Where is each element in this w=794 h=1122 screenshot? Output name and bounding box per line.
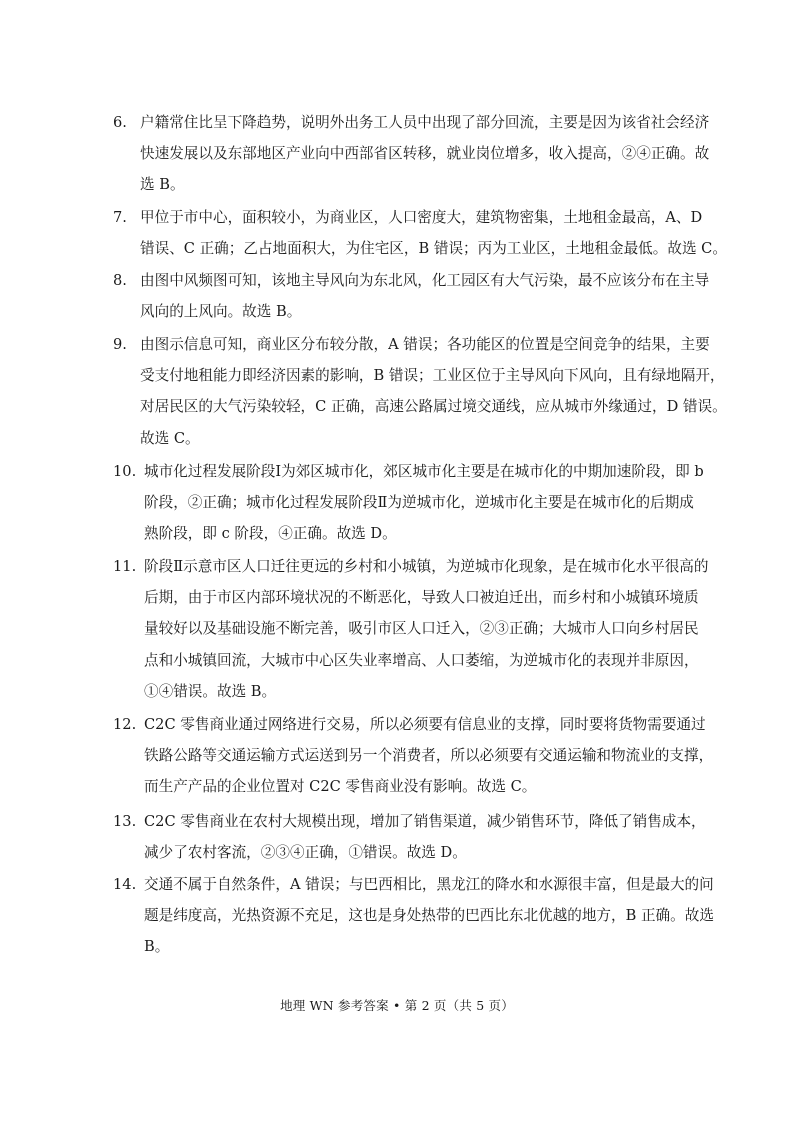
answer-number: 12. <box>113 716 137 733</box>
answer-7 <box>113 202 727 264</box>
answer-line: 而生产产品的企业位置对 C2C 零售商业没有影响。故选 C。 <box>144 778 537 796</box>
answer-12 <box>113 709 714 803</box>
answer-line: 错误、C 正确；乙占地面积大，为住宅区，B 错误；丙为工业区，土地租金最低。故选 C。 <box>140 240 727 258</box>
answer-line: ①④错误。故选 B。 <box>144 682 277 700</box>
answer-line: 后期，由于市区内部环境状况的不断恶化，导致人口被迫迁出，而乡村和小城镇环境质 <box>144 589 699 607</box>
answer-number: 14. <box>113 876 137 893</box>
answer-line: 题是纬度高，光热资源不充足，这也是身处热带的巴西比东北优越的地方，B 正确。故选 <box>144 907 714 925</box>
answer-line: 甲位于市中心，面积较小，为商业区，人口密度大，建筑物密集，土地租金最高，A、D <box>140 209 703 226</box>
answer-13 <box>113 806 706 868</box>
page-footer: 地理 WN 参考答案 • 第 2 页（共 5 页） <box>280 998 514 1013</box>
answer-line: 风向的上风向。故选 B。 <box>140 303 302 321</box>
answer-number: 7. <box>113 209 127 226</box>
answer-line: 量较好以及基础设施不断完善，吸引市区人口迁入，②③正确；大城市人口向乡村居民 <box>144 620 699 638</box>
answer-line: 点和小城镇回流，大城市中心区失业率增高、人口萎缩，为逆城市化的表现并非原因， <box>144 651 699 669</box>
answer-line: 由图中风频图可知，该地主导风向为东北风，化工园区有大气污染，最不应该分布在主导 <box>140 272 710 289</box>
answer-line: 故选 C。 <box>140 429 200 447</box>
answer-line: 熟阶段，即 c 阶段，④正确。故选 D。 <box>144 525 397 543</box>
answer-number: 8. <box>113 272 127 289</box>
answer-number: 10. <box>113 463 137 480</box>
answer-number: 11. <box>113 558 137 575</box>
answer-10 <box>113 456 704 550</box>
answer-line: 户籍常住比呈下降趋势，说明外出务工人员中出现了部分回流，主要是因为该省社会经济 <box>140 114 710 131</box>
answer-line: 交通不属于自然条件，A 错误；与巴西相比，黑龙江的降水和水源很丰富，但是最大的问 <box>144 876 714 893</box>
answer-line: 阶段Ⅱ示意市区人口迁往更远的乡村和小城镇，为逆城市化现象，是在城市化水平很高的 <box>144 558 709 575</box>
answer-line: 对居民区的大气污染较轻，C 正确，高速公路属过境交通线，应从城市外缘通过，D 错误。 <box>140 398 727 416</box>
answer-line: B。 <box>144 938 170 956</box>
answer-line: C2C 零售商业在农村大规模出现，增加了销售渠道，减少销售环节，降低了销售成本， <box>144 813 706 830</box>
answer-line: 选 B。 <box>140 176 185 194</box>
answer-line: 减少了农村客流，②③④正确，①错误。故选 D。 <box>144 844 467 862</box>
answer-number: 6. <box>113 114 127 131</box>
answer-6 <box>113 107 710 201</box>
answer-8 <box>113 265 710 327</box>
answer-line: C2C 零售商业通过网络进行交易，所以必须要有信息业的支撑，同时要将货物需要通过 <box>144 716 706 733</box>
answer-line: 铁路公路等交通运输方式运送到另一个消费者，所以必须要有交通运输和物流业的支撑， <box>144 747 714 765</box>
answer-14 <box>113 869 714 963</box>
answer-number: 9. <box>113 336 127 353</box>
answer-11 <box>113 551 709 707</box>
answer-line: 城市化过程发展阶段Ⅰ为郊区城市化，郊区城市化主要是在城市化的中期加速阶段，即 b <box>144 463 704 480</box>
answer-line: 阶段，②正确；城市化过程发展阶段Ⅱ为逆城市化，逆城市化主要是在城市化的后期成 <box>144 494 694 512</box>
answer-line: 受支付地租能力即经济因素的影响，B 错误；工业区位于主导风向下风向，且有绿地隔开， <box>140 367 725 385</box>
answer-number: 13. <box>113 813 137 830</box>
answer-9 <box>113 329 727 454</box>
answer-line: 由图示信息可知，商业区分布较分散，A 错误；各功能区的位置是空间竞争的结果，主要 <box>140 336 710 353</box>
answer-line: 快速发展以及东部地区产业向中西部省区转移，就业岗位增多，收入提高，②④正确。故 <box>140 145 710 163</box>
